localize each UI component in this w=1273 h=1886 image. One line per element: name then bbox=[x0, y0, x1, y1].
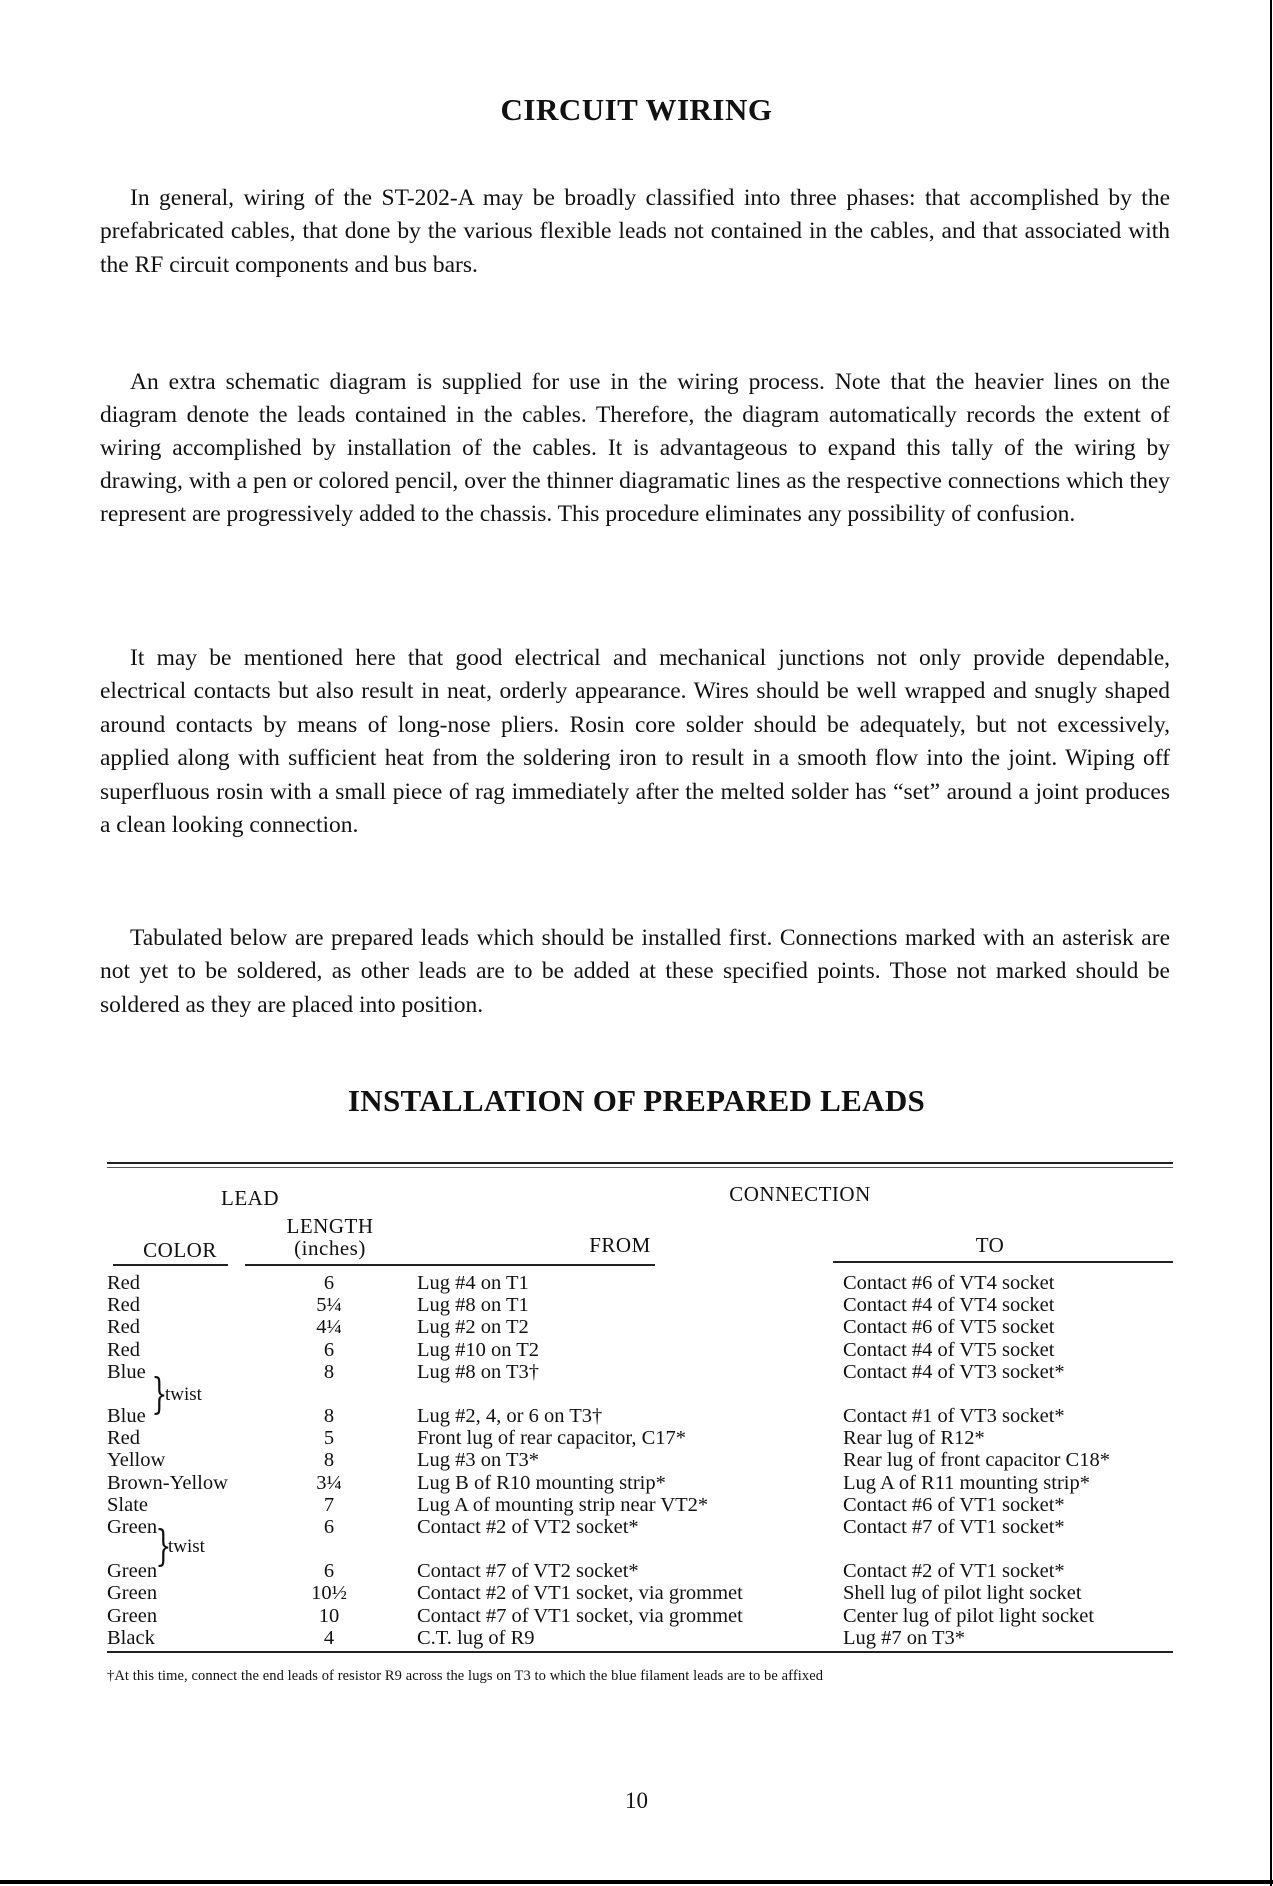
to-cell: Contact #4 of VT4 socket bbox=[843, 1294, 1055, 1317]
table-row bbox=[0, 1582, 1273, 1604]
from-cell: Lug A of mounting strip near VT2* bbox=[417, 1493, 709, 1516]
lead-length-cell: 8 bbox=[323, 1405, 335, 1427]
to-cell: Contact #6 of VT4 socket bbox=[843, 1272, 1055, 1294]
table-title: INSTALLATION OF PREPARED LEADS bbox=[347, 1083, 926, 1118]
lead-length-cell: 4 bbox=[323, 1626, 335, 1649]
twist-label-green: twist bbox=[168, 1536, 205, 1557]
color-header-rule bbox=[113, 1264, 228, 1266]
from-cell: Lug B of R10 mounting strip* bbox=[417, 1471, 666, 1494]
from-cell: Contact #7 of VT2 socket* bbox=[417, 1560, 639, 1583]
paragraph-2: An extra schematic diagram is supplied for use in the wiring process. Note that the heavier lines on the diagram denote the leads contained in the cables. Therefore, the diagram automatically records the extent of wiring accomplished by installation of the cables. It is advantageous to expand this tally of the wiring by drawing, with a pen or colored pencil, over the thinner diagramatic lines as the respective connections which they represent are progressively added to the chassis. This procedure eliminates any possibility of confusion. bbox=[100, 368, 1170, 527]
lead-color-cell: Red bbox=[107, 1294, 141, 1317]
to-cell: Lug A of R11 mounting strip* bbox=[843, 1471, 1090, 1494]
lead-length-cell: 10 bbox=[318, 1604, 340, 1627]
paragraph-3: It may be mentioned here that good electrical and mechanical junctions not only provide dependable, electrical contacts but also result in neat, orderly appearance. Wires should be well wrapped and snugly shaped around contacts by means of long-nose pliers. Rosin core solder should be adequately, but not excessively, applied along with sufficient heat from the soldering iron to result in a smooth flow into the joint. Wiping off superfluous rosin with a small piece of rag immediately after the melted solder has “set” around a joint produces a clean looking connection. bbox=[100, 644, 1170, 838]
lead-color-cell: Green bbox=[107, 1604, 158, 1627]
lead-length-cell: 5¼ bbox=[316, 1294, 342, 1317]
lead-length-cell: 4¼ bbox=[316, 1316, 342, 1339]
to-cell: Contact #7 of VT1 socket* bbox=[843, 1516, 1065, 1538]
header-connection: CONNECTION bbox=[729, 1182, 871, 1206]
from-cell: Lug #2 on T2 bbox=[417, 1316, 529, 1339]
table-row bbox=[0, 1560, 1273, 1582]
table-row bbox=[0, 1339, 1273, 1361]
footnote: †At this time, connect the end leads of resistor R9 across the lugs on T3 to which the blue filament leads are to be affixed bbox=[107, 1668, 824, 1684]
lead-color-cell: Red bbox=[107, 1272, 141, 1294]
table-row bbox=[0, 1316, 1273, 1338]
table-row bbox=[0, 1294, 1273, 1316]
from-cell: Lug #4 on T1 bbox=[417, 1272, 529, 1294]
table-top-rule bbox=[107, 1162, 1173, 1164]
lead-length-cell: 3¼ bbox=[316, 1471, 342, 1494]
to-cell: Contact #2 of VT1 socket* bbox=[843, 1560, 1065, 1583]
to-cell: Rear lug of front capacitor C18* bbox=[843, 1449, 1110, 1472]
header-length-line2: (inches) bbox=[294, 1236, 366, 1260]
table-row bbox=[0, 1494, 1273, 1516]
from-cell: Lug #2, 4, or 6 on T3† bbox=[417, 1405, 603, 1427]
table-row bbox=[0, 1405, 1273, 1427]
from-cell: C.T. lug of R9 bbox=[417, 1626, 535, 1649]
table-row bbox=[0, 1272, 1273, 1294]
twist-brace-blue: } bbox=[151, 1369, 168, 1418]
from-cell: Lug #8 on T3† bbox=[417, 1360, 540, 1383]
lead-length-cell: 10½ bbox=[311, 1582, 347, 1605]
header-color: COLOR bbox=[143, 1238, 217, 1262]
lead-length-cell: 6 bbox=[323, 1338, 335, 1361]
lead-color-cell: Blue bbox=[107, 1405, 146, 1427]
table-top-rule-2 bbox=[107, 1167, 1173, 1168]
to-cell: Contact #1 of VT3 socket* bbox=[843, 1405, 1065, 1427]
from-cell: Contact #2 of VT1 socket, via grommet bbox=[417, 1582, 743, 1605]
from-cell: Lug #8 on T1 bbox=[417, 1294, 529, 1317]
to-cell: Rear lug of R12* bbox=[843, 1427, 985, 1450]
lead-length-cell: 5 bbox=[323, 1427, 335, 1450]
to-cell: Contact #4 of VT3 socket* bbox=[843, 1360, 1065, 1383]
header-length-line1: LENGTH bbox=[286, 1214, 374, 1238]
from-cell: Contact #2 of VT2 socket* bbox=[417, 1516, 639, 1538]
lead-length-cell: 8 bbox=[323, 1449, 335, 1472]
lead-color-cell: Green bbox=[107, 1582, 158, 1605]
to-cell: Contact #6 of VT1 socket* bbox=[843, 1493, 1065, 1516]
from-cell: Contact #7 of VT1 socket, via grommet bbox=[417, 1604, 743, 1627]
length-header-rule bbox=[245, 1264, 655, 1266]
from-cell: Lug #3 on T3* bbox=[417, 1449, 540, 1472]
from-cell: Front lug of rear capacitor, C17* bbox=[417, 1427, 687, 1450]
twist-brace-green: } bbox=[155, 1521, 172, 1570]
table-row bbox=[0, 1449, 1273, 1471]
lead-color-cell: Red bbox=[107, 1427, 141, 1450]
header-to: TO bbox=[975, 1233, 1005, 1257]
to-header-rule bbox=[833, 1261, 1173, 1263]
table-row bbox=[0, 1627, 1273, 1649]
header-lead: LEAD bbox=[221, 1186, 279, 1210]
section-title: CIRCUIT WIRING bbox=[500, 92, 773, 127]
to-cell: Shell lug of pilot light socket bbox=[843, 1582, 1082, 1605]
table-bottom-rule bbox=[107, 1651, 1173, 1653]
lead-length-cell: 6 bbox=[323, 1560, 335, 1583]
lead-length-cell: 8 bbox=[323, 1360, 335, 1383]
from-cell: Lug #10 on T2 bbox=[417, 1338, 540, 1361]
page-number: 10 bbox=[625, 1788, 648, 1813]
to-cell: Contact #6 of VT5 socket bbox=[843, 1316, 1055, 1339]
lead-color-cell: Red bbox=[107, 1316, 141, 1339]
to-cell: Lug #7 on T3* bbox=[843, 1626, 966, 1649]
lead-color-cell: Yellow bbox=[107, 1449, 166, 1472]
lead-color-cell: Black bbox=[107, 1626, 155, 1649]
table-row bbox=[0, 1361, 1273, 1383]
table-row bbox=[0, 1516, 1273, 1538]
to-cell: Center lug of pilot light socket bbox=[843, 1604, 1095, 1627]
table-row bbox=[0, 1605, 1273, 1627]
table-row bbox=[0, 1427, 1273, 1449]
lead-color-cell: Green bbox=[107, 1516, 158, 1538]
lead-length-cell: 6 bbox=[323, 1516, 335, 1538]
lead-length-cell: 6 bbox=[323, 1272, 335, 1294]
table-row bbox=[0, 1472, 1273, 1494]
lead-length-cell: 7 bbox=[323, 1493, 335, 1516]
header-from: FROM bbox=[589, 1233, 651, 1257]
to-cell: Contact #4 of VT5 socket bbox=[843, 1338, 1055, 1361]
lead-color-cell: Brown-Yellow bbox=[107, 1471, 228, 1494]
paragraph-4: Tabulated below are prepared leads which should be installed first. Connections marked with an asterisk are not yet to be soldered, as other leads are to be added at these specified points. Those not marked should be soldered as they are placed into position. bbox=[100, 924, 1170, 1018]
lead-color-cell: Blue bbox=[107, 1360, 146, 1383]
paragraph-1: In general, wiring of the ST-202-A may be broadly classified into three phases: that accomplished by the prefabricated cables, that done by the various flexible leads not contained in the cables, and that associated with the RF circuit components and bus bars. bbox=[100, 184, 1170, 278]
twist-label-blue: twist bbox=[165, 1384, 202, 1405]
lead-color-cell: Green bbox=[107, 1560, 158, 1583]
page-edge-bottom bbox=[0, 1880, 1273, 1884]
lead-color-cell: Slate bbox=[107, 1493, 148, 1516]
lead-color-cell: Red bbox=[107, 1338, 141, 1361]
